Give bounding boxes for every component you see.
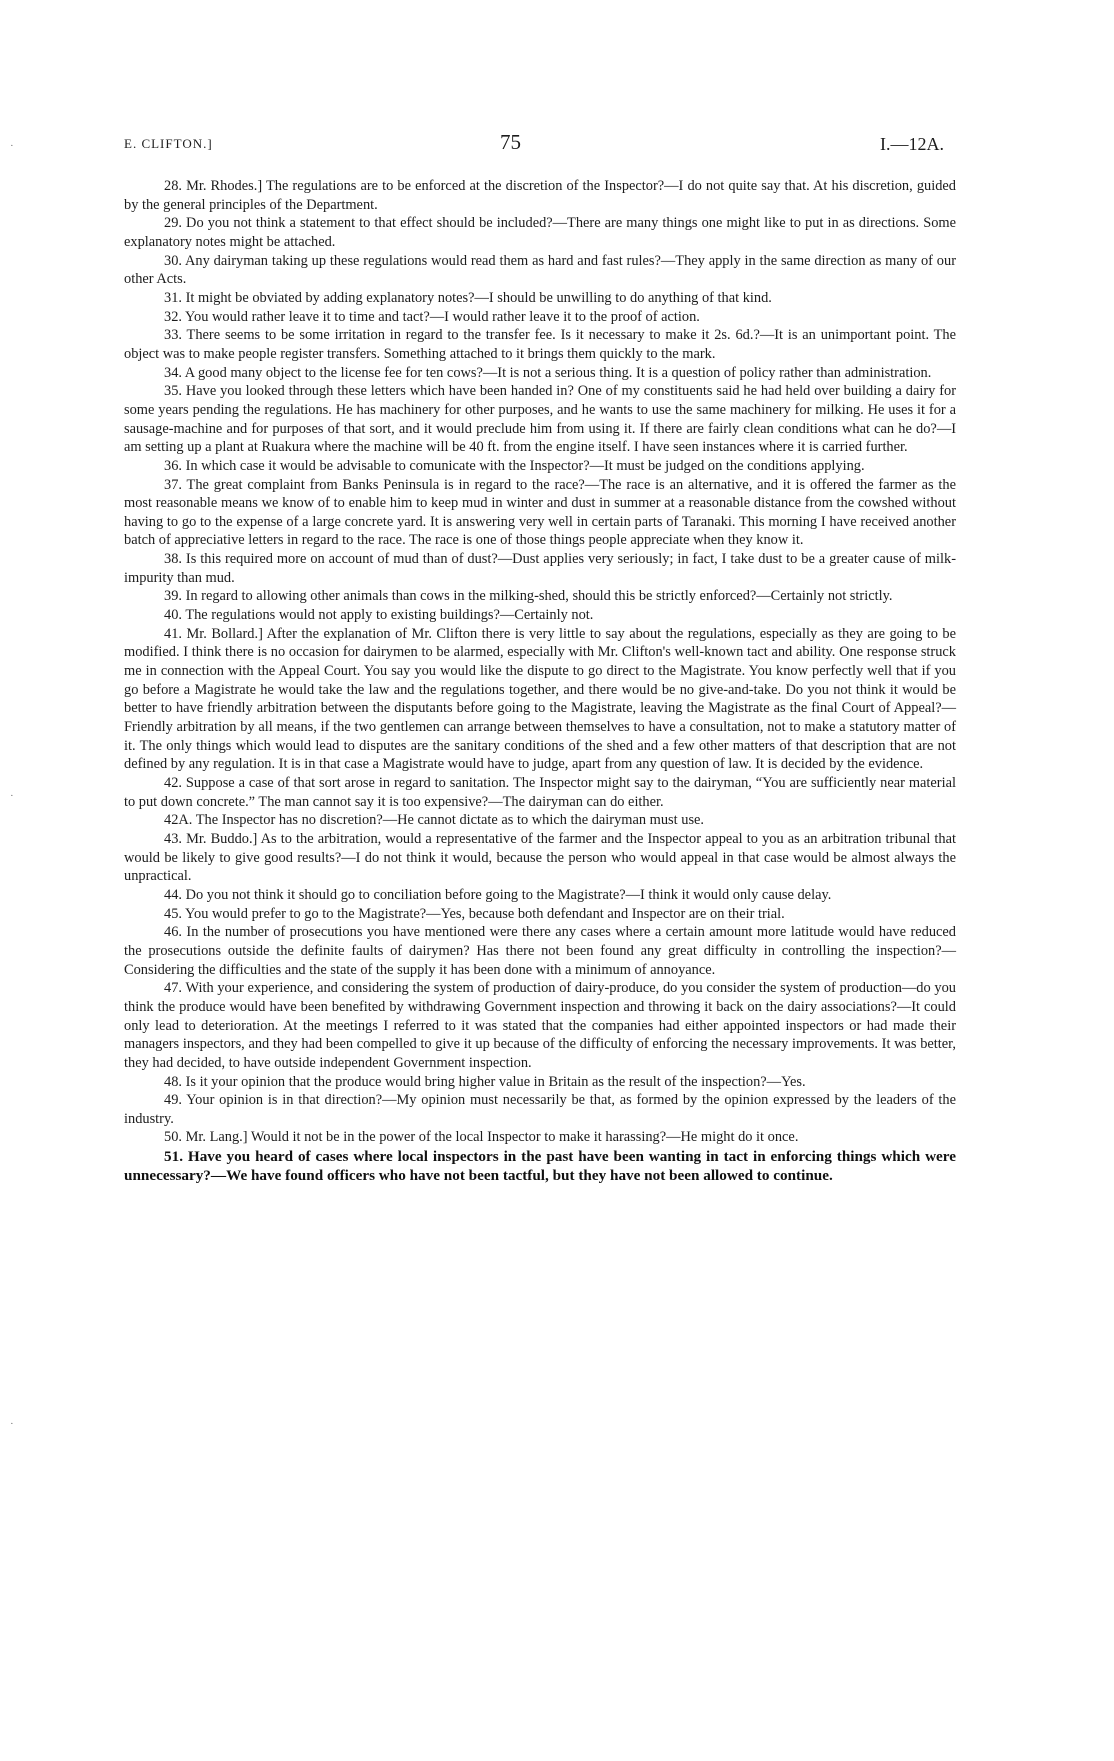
- paragraph-28: 28. Mr. Rhodes.] The regulations are to be enforced at the discretion of the Inspector?—I do not quite say that. At his discretion, guided by the general principles of the Department.: [124, 178, 956, 213]
- paragraph-46: 46. In the number of prosecutions you have mentioned were there any cases where a certain amount more latitude would have reduced the prosecutions outside the definite faults of dairymen? Has there not been found any great difficulty in controlling the inspection?—Considering the difficulties and the state of the supply it has been done with a minimum of annoyance.: [124, 924, 956, 978]
- paragraph-36: 36. In which case it would be advisable to comunicate with the Inspector?—It must be judged on the conditions applying.: [164, 457, 865, 474]
- paragraph-48: 48. Is it your opinion that the produce would bring higher value in Britain as the result of the inspection?—Yes.: [164, 1073, 806, 1090]
- document-reference: I.—12A.: [880, 134, 944, 154]
- paragraph-33: 33. There seems to be some irritation in regard to the transfer fee. Is it necessary to make it 2s. 6d.?—It is an unimportant point. The object was to make people register transfers. Something attached to it brings them quickly to the mark.: [124, 327, 956, 362]
- paragraph-42a: 42A. The Inspector has no discretion?—He cannot dictate as to which the dairyman must use.: [164, 812, 705, 829]
- paragraph-45: 45. You would prefer to go to the Magistrate?—Yes, because both defendant and Inspector are on their trial.: [164, 905, 785, 922]
- scan-mark: ·: [10, 1418, 14, 1430]
- scan-mark: ·: [10, 790, 14, 802]
- paragraph-51: 51. Have you heard of cases where local inspectors in the past have been wanting in tact in enforcing things which were unnecessary?—We have found officers who have not been tactful, but they have not been allowed to continue.: [124, 1148, 956, 1185]
- scan-mark: ·: [10, 140, 14, 152]
- paragraph-39: 39. In regard to allowing other animals than cows in the milking-shed, should this be strictly enforced?—Certainly not strictly.: [164, 588, 893, 605]
- paragraph-40: 40. The regulations would not apply to existing buildings?—Certainly not.: [164, 607, 594, 624]
- paragraph-32: 32. You would rather leave it to time and tact?—I would rather leave it to the proof of action.: [164, 308, 700, 325]
- paragraph-49: 49. Your opinion is in that direction?—My opinion must necessarily be that, as formed by the opinion expressed by the leaders of the industry.: [124, 1092, 956, 1127]
- paragraph-43: 43. Mr. Buddo.] As to the arbitration, would a representative of the farmer and the Inspector appeal to you as an arbitration tribunal that would be likely to give good results?—I do not think it would, because the person who would appeal in that case would be almost always the unpractical.: [124, 830, 956, 885]
- paragraph-31: 31. It might be obviated by adding explanatory notes?—I should be unwilling to do anything of that kind.: [164, 289, 772, 306]
- paragraph-42: 42. Suppose a case of that sort arose in regard to sanitation. The Inspector might say to the dairyman, “You are sufficiently near material to put down concrete.” The man cannot say it is too expensive?—The dairyman can do either.: [124, 775, 956, 810]
- paragraph-50: 50. Mr. Lang.] Would it not be in the power of the local Inspector to make it harassing?—He might do it once.: [164, 1129, 799, 1146]
- paragraph-35: 35. Have you looked through these letters which have been handed in? One of my constituents said he had held over building a dairy for some years pending the regulations. He has machinery for other purposes, and he wants to use the same machinery for milking. He uses it for a sausage-machine and for purposes of that sort, and it would preclude him from using it. If there are fairly clean conditions what can he do?—I am setting up a plant at Ruakura where the machine will be 40 ft. from the engine itself. I have seen instances where it is carried further.: [124, 383, 956, 456]
- paragraph-41: 41. Mr. Bollard.] After the explanation of Mr. Clifton there is very little to say about the regulations, especially as they are going to be modified. I think there is no occasion for dairymen to be alarmed, especially with Mr. Clifton's well-known tact and ability. One response struck me in connection with the Appeal Court. You say you would like the dispute to go direct to the Magistrate. You know perfectly well that if you go before a Magistrate he would take the law and the regulations together, and there would be no give-and-take. Do you not think it would be better to have friendly arbitration between the disputants before going to the Magistrate, leaving the Magistrate as the final Court of Appeal?—Friendly arbitration by all means, if the two gentlemen can arrange between themselves to have a consultation, not to make a statutory matter of it. The only things which would lead to disputes are the sanitary conditions of the shed and a few other matters of that description that are not defined by any regulation. It is in that case a Magistrate would have to judge, apart from any question of law. It is decided by the evidence.: [124, 625, 956, 773]
- paragraph-29: 29. Do you not think a statement to that effect should be included?—There are many things one might like to put in as directions. Some explanatory notes might be attached.: [124, 215, 956, 250]
- testimony-body: [124, 177, 956, 1185]
- paragraph-34: 34. A good many object to the license fee for ten cows?—It is not a serious thing. It is a question of policy rather than administration.: [164, 364, 932, 381]
- paragraph-44: 44. Do you not think it should go to conciliation before going to the Magistrate?—I think it would only cause delay.: [164, 886, 832, 903]
- witness-name: E. CLIFTON.]: [124, 136, 213, 151]
- page-number: 75: [500, 130, 521, 154]
- paragraph-38: 38. Is this required more on account of mud than of dust?—Dust applies very seriously; in fact, I take dust to be a greater cause of milk-impurity than mud.: [124, 551, 956, 586]
- paragraph-47: 47. With your experience, and considering the system of production of dairy-produce, do you consider the system of production—do you think the produce would have been benefited by withdrawing Government inspection and throwing it back on the dairy associations?—It could only lead to deterioration. At the meetings I referred to it was stated that the companies had either appointed inspectors or had made their managers inspectors, and they had been compelled to give it up because of the difficulty of enforcing the necessary improvements. It was better, they had decided, to have outside independent Government inspection.: [124, 980, 956, 1071]
- paragraph-30: 30. Any dairyman taking up these regulations would read them as hard and fast rules?—They apply in the same direction as many of our other Acts.: [124, 252, 956, 288]
- page-header: [124, 132, 944, 156]
- paragraph-37: 37. The great complaint from Banks Peninsula is in regard to the race?—The race is an alternative, and it is offered the farmer as the most reasonable means we know of to enable him to keep mud in winter and dust in summer at a reasonable distance from the cowshed without having to go to the expense of a large concrete yard. It is answering very well in certain parts of Taranaki. This morning I have received another batch of appreciative letters in regard to the race. The race is one of those things people appreciate when they know it.: [124, 476, 956, 549]
